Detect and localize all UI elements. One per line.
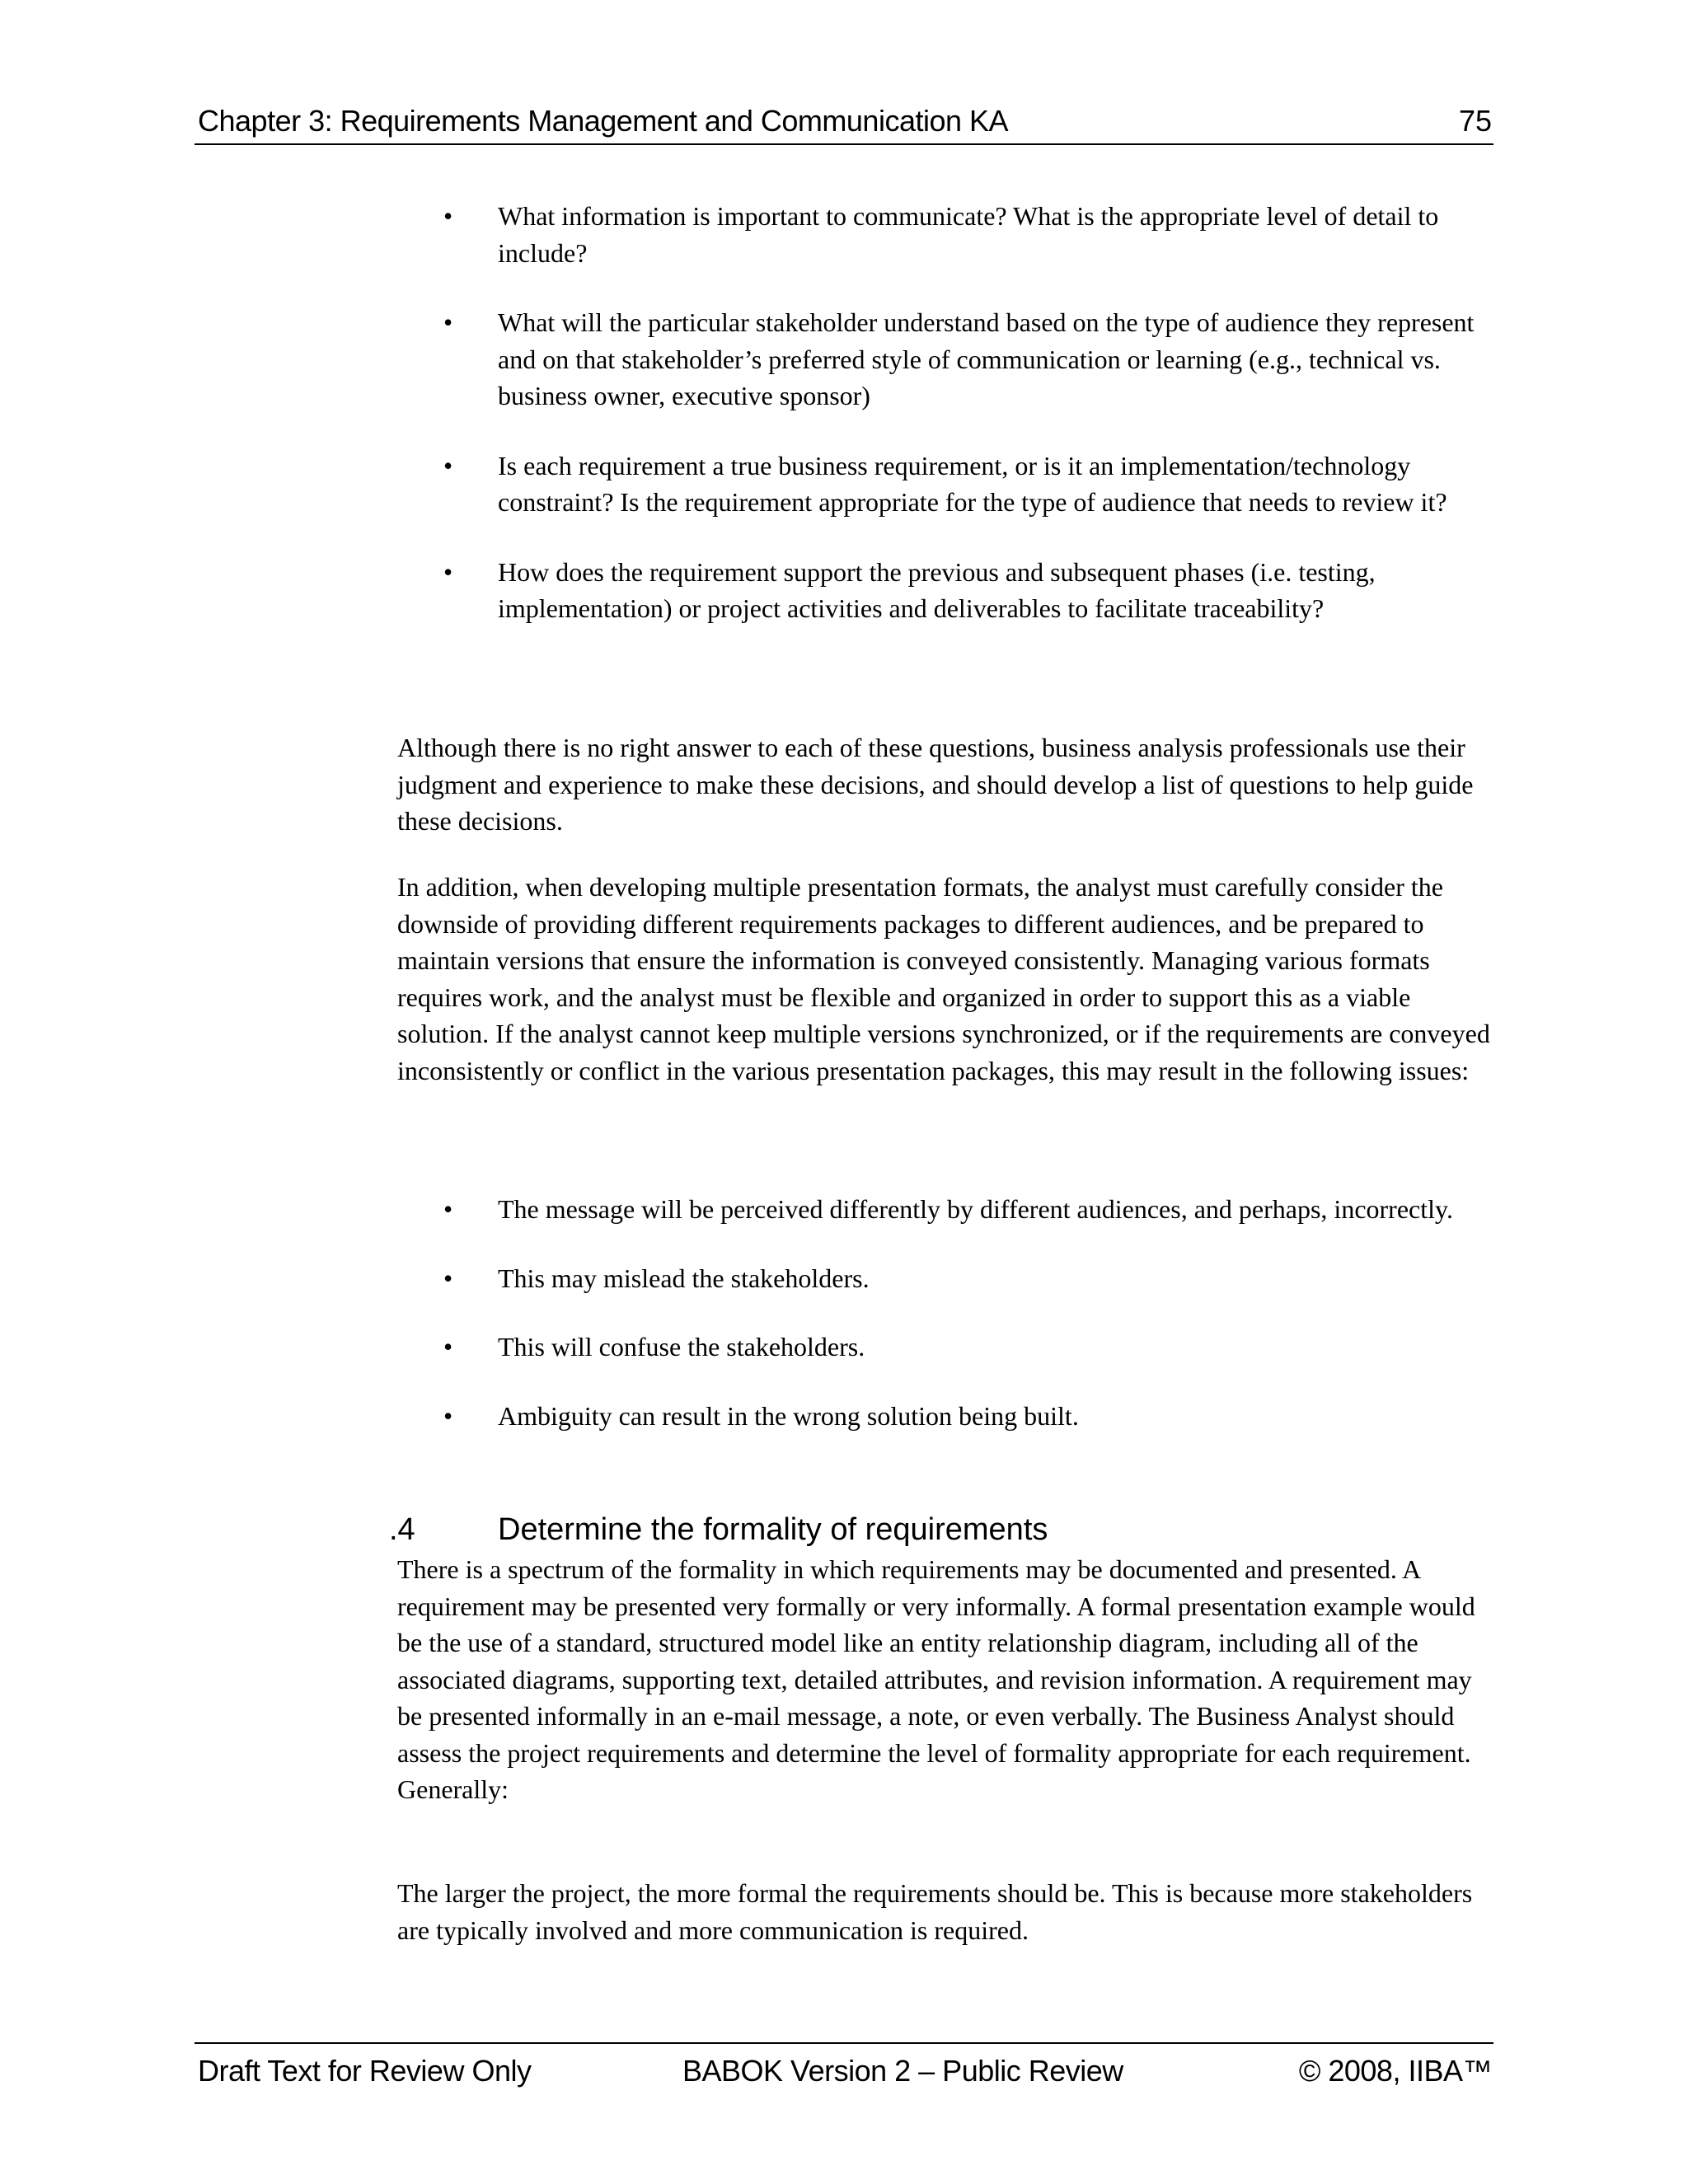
- list-item: [397, 554, 1493, 627]
- chapter-title: Chapter 3: Requirements Management and Communication KA: [198, 104, 1009, 138]
- bullet-icon: •: [443, 201, 453, 231]
- paragraph-multiple-formats: In addition, when developing multiple presentation formats, the analyst must carefully consider the downside of providing different requirements packages to different audiences, and be prepared to maintain versions that ensure the information is conveyed consistently. Managing various formats requires work, and the analyst must be flexible and organized in order to support this as a viable solution. If the analyst cannot keep multiple versions synchronized, or if the requirements are conveyed inconsistently or conflict in the various presentation packages, this may result in the following issues:: [397, 872, 1490, 1085]
- list-item: [397, 304, 1493, 415]
- list-item: [397, 198, 1493, 271]
- bullet-icon: •: [443, 1194, 453, 1224]
- list-item: [397, 1260, 1493, 1297]
- section-number: .4: [389, 1512, 415, 1547]
- list-item-text: This will confuse the stakeholders.: [498, 1332, 865, 1361]
- footer-version: BABOK Version 2 – Public Review: [682, 2054, 1123, 2088]
- list-item: [397, 1191, 1493, 1228]
- paragraph-formality-spectrum: There is a spectrum of the formality in which requirements may be documented and presented. A requirement may be presented very formally or very informally. A formal presentation example would be the use of a standard, structured model like an entity relationship diagram, including all of the associated diagrams, supporting text, detailed attributes, and revision information. A requirement may be presented informally in an e-mail message, a note, or even verbally. The Business Analyst should assess the project requirements and determine the level of formality appropriate for each requirement. Generally:: [397, 1554, 1475, 1804]
- bullet-list-issues: [397, 1191, 1493, 1434]
- section-heading: [389, 1512, 1493, 1552]
- footer-draft-note: Draft Text for Review Only: [198, 2054, 532, 2088]
- list-item-text: Is each requirement a true business requirement, or is it an implementation/technology constraint? Is the requirement appropriate for the type of audience that needs to review it?: [498, 450, 1447, 517]
- bullet-icon: •: [443, 1332, 453, 1361]
- page-header: [195, 92, 1493, 145]
- paragraph-judgment: Although there is no right answer to each of these questions, business analysis professionals use their judgment and experience to make these decisions, and should develop a list of questions to help guide these decisions.: [397, 733, 1474, 836]
- bullet-icon: •: [443, 450, 453, 480]
- list-item-text: What information is important to communicate? What is the appropriate level of detail to include?: [498, 201, 1439, 268]
- section-title: Determine the formality of requirements: [498, 1512, 1048, 1547]
- list-item-text: The message will be perceived differently by different audiences, and perhaps, incorrectly.: [498, 1194, 1453, 1224]
- page-footer: [195, 2042, 1493, 2093]
- list-item-text: Ambiguity can result in the wrong solution being built.: [498, 1400, 1079, 1431]
- list-item: [397, 448, 1493, 521]
- bullet-list-questions: [397, 198, 1493, 627]
- bullet-icon: •: [443, 307, 453, 337]
- page-number: 75: [1458, 104, 1492, 138]
- list-item: [397, 1329, 1493, 1366]
- paragraph-larger-project: The larger the project, the more formal the requirements should be. This is because more stakeholders are typically involved and more communication is required.: [397, 1878, 1473, 1945]
- list-item-text: How does the requirement support the previous and subsequent phases (i.e. testing, implementation) or project activities and deliverables to facilitate traceability?: [498, 556, 1376, 623]
- footer-copyright: © 2008, IIBA™: [1298, 2054, 1492, 2088]
- list-item-text: This may mislead the stakeholders.: [498, 1263, 870, 1293]
- bullet-icon: •: [443, 556, 453, 587]
- bullet-icon: •: [443, 1400, 453, 1431]
- bullet-icon: •: [443, 1263, 453, 1293]
- list-item: [397, 1398, 1493, 1435]
- list-item-text: What will the particular stakeholder understand based on the type of audience they represent and on that stakeholder’s preferred style of communication or learning (e.g., technical vs. business owner, executive sponsor): [498, 307, 1475, 410]
